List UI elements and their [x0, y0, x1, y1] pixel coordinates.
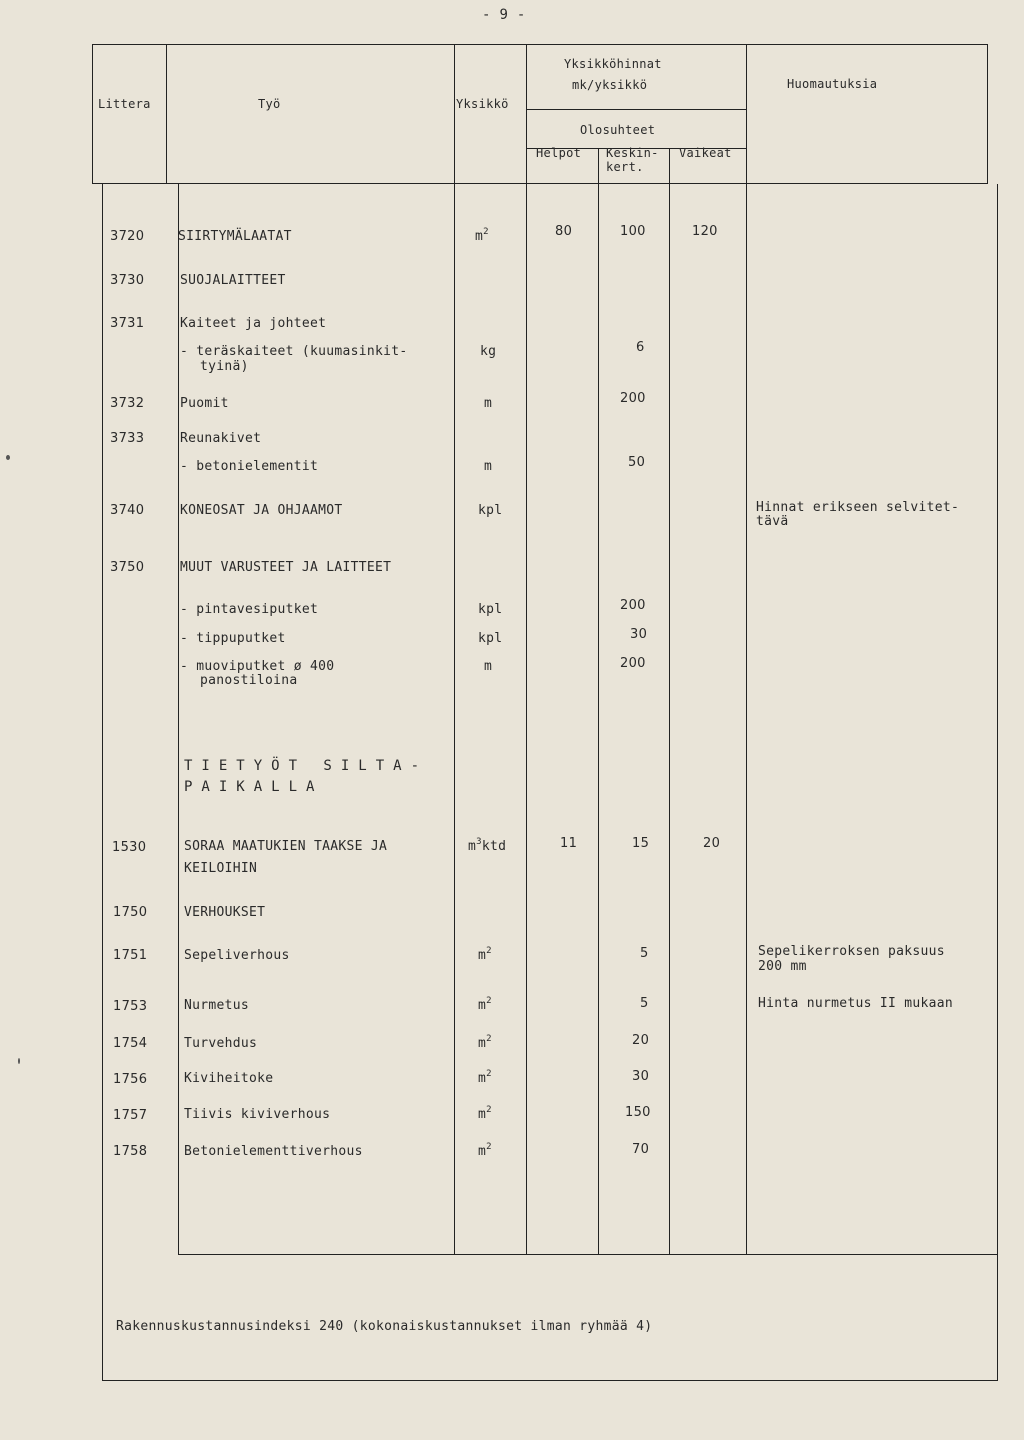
helpot-3720: 80 [555, 224, 573, 239]
left-border-body [102, 184, 103, 1381]
tyo-3750c-line2: panostiloina [200, 673, 298, 688]
keskin-3732: 200 [620, 391, 646, 406]
keskin-3750c: 200 [620, 656, 646, 671]
note-3740-line1: Hinnat erikseen selvitet- [756, 500, 960, 515]
unit-3731a: kg [480, 344, 497, 359]
unit-1757: $m^2$ [478, 1105, 492, 1122]
table-bottom-border [102, 1380, 998, 1381]
section-heading-line2: PAIKALLA [184, 779, 324, 795]
header-helpot: Helpot [536, 146, 582, 160]
tyo-1530-line2: KEILOIHIN [184, 861, 258, 876]
header-keskin: Keskin- [606, 146, 659, 160]
header-subdivider [526, 109, 746, 110]
unit-1753: $m^2$ [478, 996, 492, 1013]
littera-1757: 1757 [113, 1108, 148, 1123]
header-tyo: Työ [258, 97, 281, 111]
unit-1754: $m^2$ [478, 1034, 492, 1051]
tyo-1757: Tiivis kiviverhous [184, 1107, 331, 1122]
page-number: - 9 - [482, 7, 526, 23]
note-1751-line1: Sepelikerroksen paksuus [758, 944, 945, 959]
littera-1530: 1530 [112, 840, 147, 855]
keskin-3720: 100 [620, 224, 646, 239]
unit-3720: $m^2$ [475, 227, 489, 244]
keskin-1757: 150 [625, 1105, 651, 1120]
header-bottom-border [92, 183, 988, 184]
col-divider-littera-header [166, 44, 167, 184]
header-kert: kert. [606, 160, 644, 174]
tyo-3731: Kaiteet ja johteet [180, 316, 327, 331]
tyo-3731a-line2: tyinä) [200, 359, 249, 374]
keskin-3750a: 200 [620, 598, 646, 613]
unit-1530: $m^3ktd$ [468, 837, 507, 854]
tyo-1756: Kiviheitoke [184, 1071, 274, 1086]
tyo-3730: SUOJALAITTEET [180, 273, 286, 288]
tyo-1751: Sepeliverhous [184, 948, 290, 963]
tyo-1530-line1: SORAA MAATUKIEN TAAKSE JA [184, 839, 388, 854]
tyo-3750: MUUT VARUSTEET JA LAITTEET [180, 560, 392, 575]
vaikeat-1530: 20 [703, 836, 721, 851]
note-1753: Hinta nurmetus II mukaan [758, 996, 954, 1011]
keskin-3750b: 30 [630, 627, 648, 642]
header-yksikkohinnat: Yksikköhinnat [564, 57, 662, 71]
unit-3733a: m [484, 459, 493, 474]
unit-1758: $m^2$ [478, 1142, 492, 1159]
tyo-3750b: - tippuputket [180, 631, 286, 646]
keskin-1753: 5 [640, 996, 649, 1011]
note-3740-line2: tävä [756, 514, 789, 529]
tyo-3750a: - pintavesiputket [180, 602, 319, 617]
tyo-3720: SIIRTYMÄLAATAT [178, 229, 292, 244]
littera-1753: 1753 [113, 999, 148, 1014]
col-divider-tyo [454, 44, 455, 1254]
keskin-3731a: 6 [636, 340, 645, 355]
littera-1751: 1751 [113, 948, 148, 963]
tyo-1750: VERHOUKSET [184, 905, 266, 920]
col-divider-keskin [669, 148, 670, 1254]
table-body-bottom [178, 1254, 998, 1255]
keskin-1530: 15 [632, 836, 650, 851]
tyo-3740: KONEOSAT JA OHJAAMOT [180, 503, 343, 518]
keskin-1751: 5 [640, 946, 649, 961]
header-littera: Littera [98, 97, 151, 111]
helpot-1530: 11 [560, 836, 578, 851]
col-divider-vaikeat [746, 44, 747, 1254]
header-mk-yksikko: mk/yksikkö [572, 78, 648, 92]
vaikeat-3720: 120 [692, 224, 718, 239]
tyo-3733a: - betonielementit [180, 459, 319, 474]
littera-3750: 3750 [110, 560, 145, 575]
littera-3720: 3720 [110, 229, 145, 244]
littera-3733: 3733 [110, 431, 145, 446]
unit-3740: kpl [478, 503, 503, 518]
scan-speck [18, 1058, 20, 1064]
littera-3740: 3740 [110, 503, 145, 518]
scan-speck [6, 455, 10, 460]
keskin-1754: 20 [632, 1033, 650, 1048]
tyo-1753: Nurmetus [184, 998, 250, 1013]
tyo-1754: Turvehdus [184, 1036, 258, 1051]
tyo-3732: Puomit [180, 396, 229, 411]
col-divider-yksikko [526, 44, 527, 1254]
tyo-3731a-line1: - teräskaiteet (kuumasinkit- [180, 344, 408, 359]
littera-3731: 3731 [110, 316, 145, 331]
header-yksikko: Yksikkö [456, 97, 509, 111]
littera-3730: 3730 [110, 273, 145, 288]
left-border-header [92, 44, 93, 184]
right-border-header [987, 44, 988, 184]
littera-1754: 1754 [113, 1036, 148, 1051]
col-divider-littera [178, 184, 179, 1254]
unit-3750a: kpl [478, 602, 503, 617]
table-top-border [92, 44, 988, 45]
littera-1758: 1758 [113, 1144, 148, 1159]
header-olosuhteet: Olosuhteet [580, 123, 656, 137]
col-divider-helpot [598, 148, 599, 1254]
unit-1751: $m^2$ [478, 946, 492, 963]
unit-3732: m [484, 396, 493, 411]
note-1751-line2: 200 mm [758, 959, 807, 974]
unit-3750b: kpl [478, 631, 503, 646]
keskin-1758: 70 [632, 1142, 650, 1157]
keskin-3733a: 50 [628, 455, 646, 470]
tyo-1758: Betonielementtiverhous [184, 1144, 363, 1159]
unit-1756: $m^2$ [478, 1069, 492, 1086]
footer-index-note: Rakennuskustannusindeksi 240 (kokonaiskustannukset ilman ryhmää 4) [116, 1319, 653, 1334]
header-vaikeat: Vaikeat [679, 146, 732, 160]
header-huomautuksia: Huomautuksia [787, 77, 878, 91]
tyo-3733: Reunakivet [180, 431, 262, 446]
littera-1756: 1756 [113, 1072, 148, 1087]
section-heading-line1: TIETYÖT SILTA- [184, 758, 429, 774]
littera-1750: 1750 [113, 905, 148, 920]
littera-3732: 3732 [110, 396, 145, 411]
right-border-body [997, 184, 998, 1381]
keskin-1756: 30 [632, 1069, 650, 1084]
tyo-3750c-line1: - muoviputket ø 400 [180, 659, 335, 674]
unit-3750c: m [484, 659, 493, 674]
